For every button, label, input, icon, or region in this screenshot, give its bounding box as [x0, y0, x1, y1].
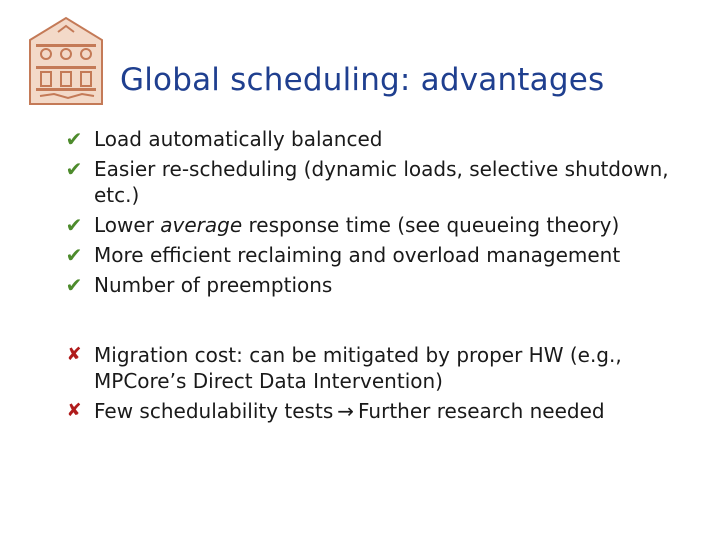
check-mark-icon: ✔	[65, 157, 83, 181]
slide-title: Global scheduling: advantages	[120, 62, 605, 98]
disadvantage-text: Migration cost: can be mitigated by proper HW (e.g., MPCore’s Direct Data Intervention)	[94, 343, 622, 393]
advantage-text-after: response time (see queueing theory)	[242, 213, 620, 237]
disadvantage-item	[62, 342, 702, 394]
advantage-text: Easier re-scheduling (dynamic loads, selective shutdown, etc.)	[94, 157, 669, 207]
check-mark-icon: ✔	[65, 213, 83, 237]
advantage-item	[62, 126, 702, 152]
advantage-item	[62, 272, 702, 298]
check-mark-icon: ✔	[65, 273, 83, 297]
advantages-list	[62, 126, 702, 302]
advantage-text: Load automatically balanced	[94, 127, 383, 151]
sculpture-logo-icon	[24, 14, 108, 106]
check-mark-icon: ✔	[65, 243, 83, 267]
advantage-text-before: Lower	[94, 213, 161, 237]
disadvantage-text-before: Few schedulability tests	[94, 399, 334, 423]
advantage-item	[62, 242, 702, 268]
check-mark-icon: ✔	[65, 127, 83, 151]
cross-mark-icon: ✘	[66, 400, 82, 421]
disadvantage-item	[62, 398, 702, 424]
advantage-text: More efficient reclaiming and overload management	[94, 243, 621, 267]
cross-mark-icon: ✘	[66, 344, 82, 365]
right-arrow-icon: →	[337, 399, 355, 423]
advantage-text: Number of preemptions	[94, 273, 333, 297]
advantage-emphasis: average	[160, 213, 243, 237]
disadvantages-list	[62, 342, 702, 428]
disadvantage-text-after: Further research needed	[358, 399, 605, 423]
advantage-item	[62, 156, 702, 208]
advantage-item	[62, 212, 702, 238]
